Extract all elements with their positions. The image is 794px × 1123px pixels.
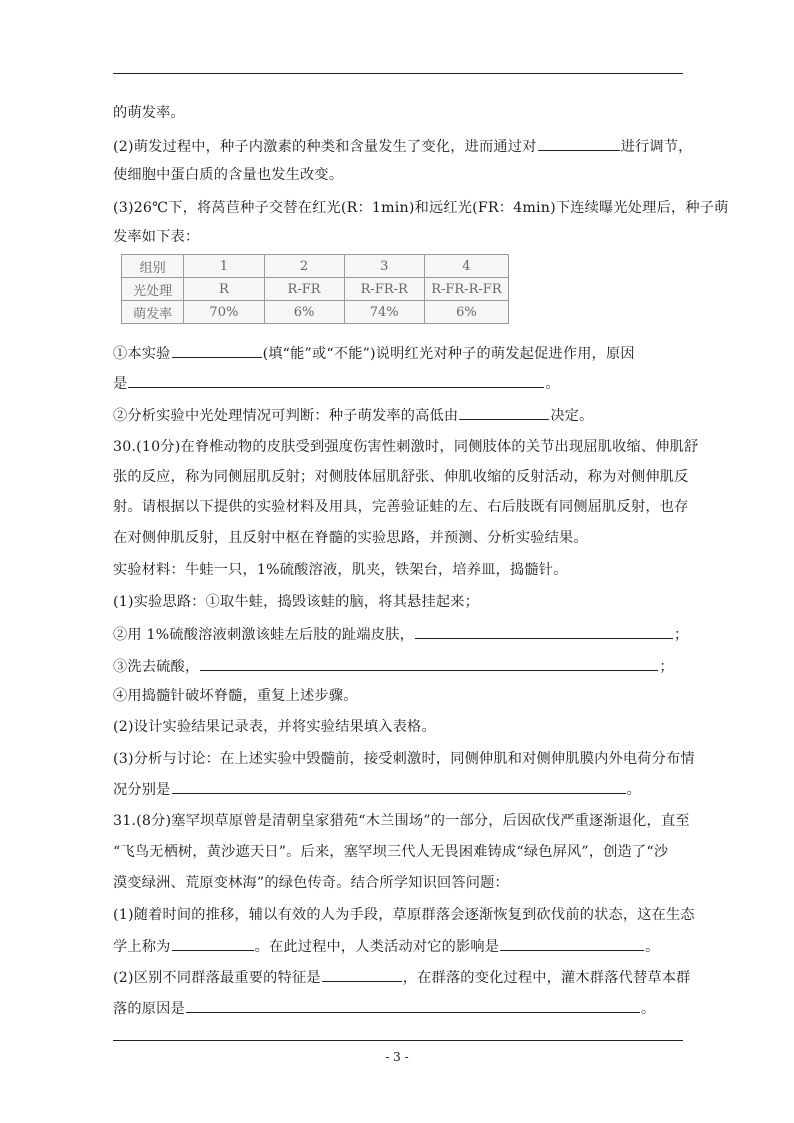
answer-blank[interactable] <box>538 136 620 151</box>
table-cell: 2 <box>264 255 344 278</box>
text: ，在群落的变化过程中，灌木群落代替草本群 <box>402 970 691 986</box>
question-31-line <box>113 811 690 831</box>
text: 发率如下表： <box>113 229 200 245</box>
text-line <box>113 227 199 247</box>
text: 使细胞中蛋白质的含量也发生改变。 <box>113 167 344 183</box>
text-line <box>113 842 668 862</box>
text: 。在此过程中，人类活动对它的影响是 <box>254 939 500 955</box>
table-cell: R-FR <box>264 278 344 301</box>
text: “飞鸟无栖树，黄沙遮天日”。后来，塞罕坝三代人无畏困难铸成“绿色屏风”，创造了“沙 <box>113 844 669 860</box>
text: ③洗去硫酸， <box>113 659 200 675</box>
footer-rule <box>113 1040 683 1041</box>
table-row <box>122 278 509 301</box>
text: 。 <box>645 939 660 955</box>
text: ②分析实验中光处理情况可判断：种子萌发率的高低由 <box>113 408 459 424</box>
text: 学上称为 <box>113 939 171 955</box>
germination-table <box>121 254 509 324</box>
table-cell: 组别 <box>122 255 184 278</box>
text: 31.(8分)塞罕坝草原曾是清朝皇家猎苑“木兰围场”的一部分，后因砍伐严重逐渐退化，直至 <box>113 813 690 829</box>
table-cell: R-FR-R <box>344 278 424 301</box>
text: 决定。 <box>550 408 594 424</box>
table-cell: 1 <box>184 255 264 278</box>
text: 漠变绿洲、荒原变林海”的绿色传奇。结合所学知识回答问题： <box>113 875 509 891</box>
text-line <box>113 936 660 957</box>
answer-blank[interactable] <box>128 373 544 388</box>
answer-blank[interactable] <box>200 656 658 671</box>
table-row <box>122 255 509 278</box>
text: (1)实验思路：①取牛蛙，捣毁该蛙的脑，将其悬挂起来； <box>113 594 479 610</box>
text-line <box>113 373 560 394</box>
text: 的萌发率。 <box>113 105 185 121</box>
text: 。 <box>640 1001 656 1017</box>
step-3-line <box>113 656 674 677</box>
answer-blank[interactable] <box>172 779 626 794</box>
text-line <box>113 717 436 737</box>
table-row <box>122 301 509 324</box>
answer-blank[interactable] <box>172 936 254 951</box>
text-line <box>113 560 568 580</box>
table-cell: 光处理 <box>122 278 184 301</box>
text-line <box>113 497 689 517</box>
answer-blank[interactable] <box>172 343 262 358</box>
text-line <box>113 779 641 800</box>
question-3-2-line <box>113 405 593 426</box>
table-cell: R <box>184 278 264 301</box>
text: 况分别是 <box>113 782 171 798</box>
text: ②用 1%硫酸溶液刺激该蛙左后肢的趾端皮肤， <box>113 627 414 643</box>
table-cell: 6% <box>424 301 508 324</box>
text: 实验材料：牛蛙一只，1%硫酸溶液，肌夹，铁架台，培养皿，捣髓针。 <box>113 562 568 578</box>
text: 。 <box>545 376 560 392</box>
table-cell: 74% <box>344 301 424 324</box>
text: (3)26℃下，将莴苣种子交替在红光(R：1min)和远红光(FR：4min)下连续曝光处理后，种子萌 <box>113 200 729 216</box>
text: 30.(10分)在脊椎动物的皮肤受到强度伤害性刺激时，同侧肢体的关节出现屈肌收缩、伸肌舒 <box>113 439 699 455</box>
text-line <box>113 165 343 185</box>
table-cell: 4 <box>424 255 508 278</box>
text-line <box>113 749 695 769</box>
step-2-line <box>113 624 688 645</box>
text: ； <box>673 627 689 643</box>
page-number: - 3 - <box>385 1050 409 1064</box>
text-line <box>113 873 509 893</box>
text: (3)分析与讨论：在上述实验中毁髓前，接受刺激时，同侧伸肌和对侧伸肌膜内外电荷分布情 <box>113 751 695 767</box>
text-line <box>113 103 185 123</box>
text-line <box>113 528 588 548</box>
text: 进行调节， <box>620 139 693 155</box>
answer-blank[interactable] <box>186 998 640 1013</box>
text: (2)设计实验结果记录表，并将实验结果填入表格。 <box>113 719 436 735</box>
text: (2)萌发过程中，种子内激素的种类和含量发生了变化，进而通过对 <box>113 139 537 155</box>
table-cell: 萌发率 <box>122 301 184 324</box>
text-line <box>113 998 655 1019</box>
question-3-1-line <box>113 343 635 364</box>
text-line <box>113 905 695 925</box>
table-cell: 6% <box>264 301 344 324</box>
text: 张的反应，称为同侧屈肌反射；对侧肢体屈肌舒张、伸肌收缩的反射活动，称为对侧伸肌反 <box>113 469 689 485</box>
text-line <box>113 967 691 988</box>
text-line <box>113 467 689 487</box>
text-line <box>113 686 358 706</box>
answer-blank[interactable] <box>322 967 402 982</box>
text: ①本实验 <box>113 346 171 362</box>
answer-blank[interactable] <box>459 405 549 420</box>
question-3-line <box>113 198 729 218</box>
text: 落的原因是 <box>113 1001 185 1017</box>
header-rule <box>113 73 683 74</box>
text-line <box>113 592 479 612</box>
text: ； <box>659 659 674 675</box>
text: 是 <box>113 376 128 392</box>
table-cell: 70% <box>184 301 264 324</box>
text: 在对侧伸肌反射，且反射中枢在脊髓的实验思路，并预测、分析实验结果。 <box>113 530 588 546</box>
text: (1)随着时间的推移，辅以有效的人为手段，草原群落会逐渐恢复到砍伐前的状态，这在生态 <box>113 907 695 923</box>
text: ④用捣髓针破坏脊髓，重复上述步骤。 <box>113 688 358 704</box>
question-30-line <box>113 437 698 457</box>
text: 射。请根据以下提供的实验材料及用具，完善验证蛙的左、右后肢既有同侧屈肌反射，也存 <box>113 499 689 515</box>
answer-blank[interactable] <box>415 624 673 639</box>
question-2-line <box>113 136 693 157</box>
table-cell: 3 <box>344 255 424 278</box>
answer-blank[interactable] <box>500 936 644 951</box>
text: (2)区别不同群落最重要的特征是 <box>113 970 321 986</box>
table-cell: R-FR-R-FR <box>424 278 508 301</box>
text: (填“能”或“不能”)说明红光对种子的萌发起促进作用，原因 <box>262 346 635 362</box>
text: 。 <box>626 782 641 798</box>
